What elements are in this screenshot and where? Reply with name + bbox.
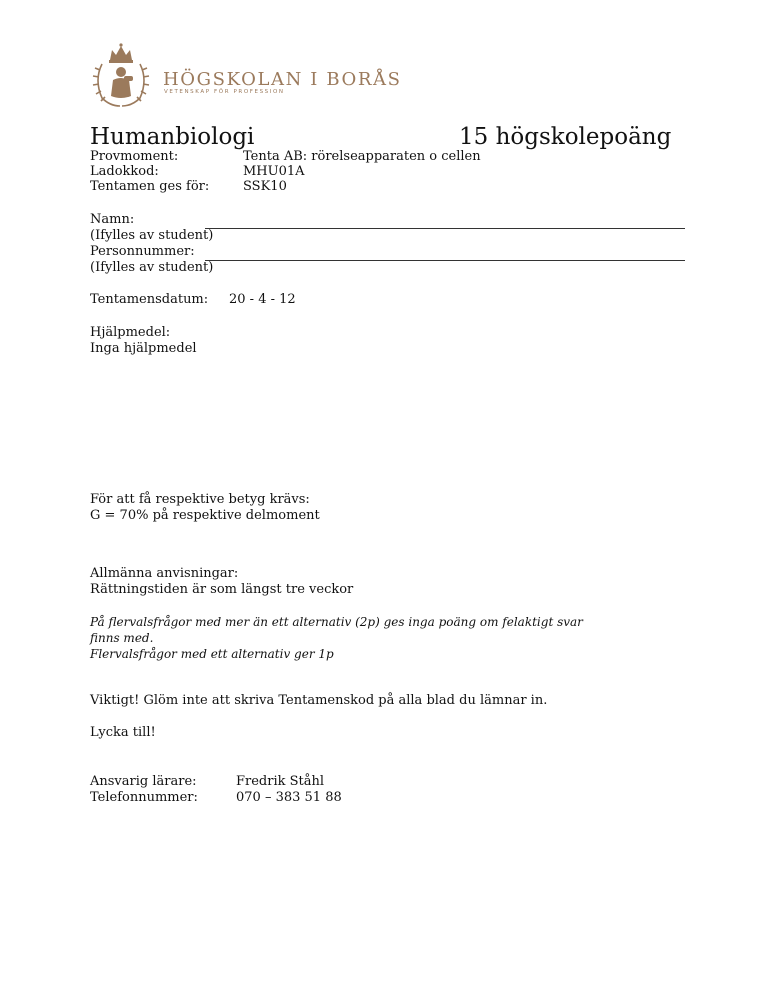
aids-label: Hjälpmedel:: [90, 325, 171, 340]
name-note: (Ifylles av student): [90, 228, 214, 243]
good-luck: Lycka till!: [90, 725, 156, 740]
instructions-italic-3: Flervalsfrågor med ett alternativ ger 1p: [90, 647, 334, 661]
name-label: Namn:: [90, 212, 135, 227]
pnr-note: (Ifylles av student): [90, 260, 214, 275]
university-name: HÖGSKOLAN I BORÅS: [163, 69, 402, 90]
instructions-label: Allmänna anvisningar:: [90, 566, 239, 581]
info-value-ges-for: SSK10: [243, 179, 287, 194]
date-value: 20 - 4 - 12: [229, 292, 296, 307]
instructions-italic-2: finns med.: [90, 631, 154, 645]
university-emblem-icon: [88, 40, 154, 110]
grading-label: För att få respektive betyg krävs:: [90, 492, 310, 507]
teacher-label: Ansvarig lärare:: [90, 774, 197, 789]
info-value-provmoment: Tenta AB: rörelseapparaten o cellen: [243, 149, 481, 164]
teacher-value: Fredrik Ståhl: [236, 774, 325, 789]
info-label-ladokkod: Ladokkod:: [90, 164, 159, 179]
phone-label: Telefonnummer:: [90, 790, 198, 805]
aids-value: Inga hjälpmedel: [90, 341, 197, 356]
name-field[interactable]: [205, 228, 685, 229]
info-value-ladokkod: MHU01A: [243, 164, 305, 179]
course-title: Humanbiologi: [90, 124, 255, 150]
date-label: Tentamensdatum:: [90, 292, 209, 307]
instructions-value: Rättningstiden är som längst tre veckor: [90, 582, 354, 597]
grading-value: G = 70% på respektive delmoment: [90, 508, 320, 523]
phone-value: 070 – 383 51 88: [236, 790, 342, 805]
info-label-ges-for: Tentamen ges för:: [90, 179, 210, 194]
course-credits: 15 högskolepoäng: [459, 124, 672, 150]
university-tagline: VETENSKAP FÖR PROFESSION: [164, 89, 285, 95]
pnr-label: Personnummer:: [90, 244, 195, 259]
important-note: Viktigt! Glöm inte att skriva Tentamenskod på alla blad du lämnar in.: [90, 693, 548, 708]
personnummer-field[interactable]: [205, 260, 685, 261]
instructions-italic-1: På flervalsfrågor med mer än ett alternativ (2p) ges inga poäng om felaktigt svar: [90, 615, 583, 629]
info-label-provmoment: Provmoment:: [90, 149, 179, 164]
